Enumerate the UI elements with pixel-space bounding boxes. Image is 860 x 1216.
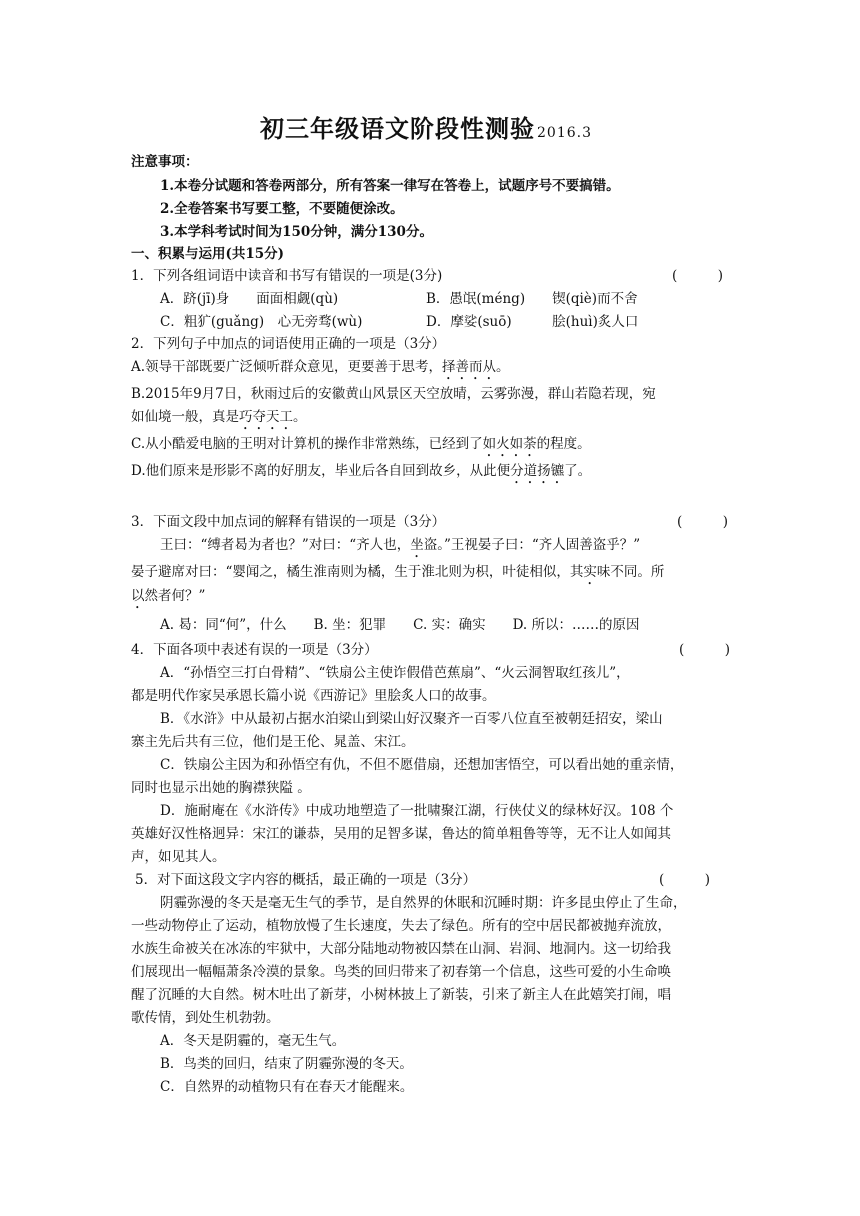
question-2-option-b-line-2 bbox=[131, 407, 307, 433]
question-5-passage-line-6: 歌传情，到处生机勃勃。 bbox=[131, 1010, 280, 1026]
question-4-answer-paren: ( ) bbox=[679, 642, 731, 658]
question-4-stem: 4．下面各项中表述有误的一项是（3分） bbox=[131, 642, 378, 658]
notice-item-1: 1.本卷分试题和答卷两部分，所有答案一律写在答卷上，试题序号不要搞错。 bbox=[160, 178, 620, 194]
question-4-option-c-line-1: C．铁扇公主因为和孙悟空有仇，不但不愿借扇，还想加害悟空，可以看出她的重亲情， bbox=[160, 757, 684, 773]
question-4-option-d-line-1: D．施耐庵在《水浒传》中成功地塑造了一批啸聚江湖，行侠仗义的绿林好汉。108 个 bbox=[160, 803, 674, 819]
question-5-stem: 5．对下面这段文字内容的概括，最正确的一项是（3分） bbox=[135, 872, 477, 888]
option-text: 如仙境一般，真是 bbox=[131, 409, 239, 425]
page-title bbox=[260, 114, 592, 148]
question-4-option-b-line-1: B．《水浒》中从最初占据水泊梁山到梁山好汉聚齐一百零八位直至被朝廷招安，梁山 bbox=[160, 711, 663, 727]
notice-item-2: 2.全卷答案书写要工整，不要随便涂改。 bbox=[160, 201, 404, 217]
question-5-option-b: B．鸟类的回归，结束了阴霾弥漫的冬天。 bbox=[160, 1056, 413, 1072]
question-2-option-c bbox=[131, 434, 591, 460]
dotted-word: 坐 bbox=[410, 537, 424, 553]
notice-heading: 注意事项： bbox=[131, 154, 199, 170]
question-1-option-a: A．跻(jī)身 面面相觑(qù) bbox=[160, 291, 339, 307]
passage-text: 晏子避席对曰：“婴闻之，橘生淮南则为橘，生于淮北则为枳，叶徒相似，其 bbox=[131, 564, 584, 580]
option-text: A.领导干部既要广泛倾听群众意见，更要善于思考， bbox=[131, 359, 443, 375]
dotted-word: 实 bbox=[583, 564, 597, 580]
question-3-passage-line-2 bbox=[131, 562, 664, 588]
question-3-passage-line-1 bbox=[160, 535, 640, 561]
passage-text: 味不同。所 bbox=[596, 564, 665, 580]
question-4-option-a-line-1: A．“孙悟空三打白骨精”、“铁扇公主使诈假借芭蕉扇”、“火云洞智取红孩儿”， bbox=[160, 665, 630, 681]
question-2-option-a bbox=[131, 357, 510, 383]
question-1-option-c: C．粗犷(guǎng) 心无旁骛(wù) bbox=[160, 314, 363, 330]
question-1-stem: 1．下列各组词语中读音和书写有错误的一项是(3分) bbox=[131, 268, 443, 284]
question-5-answer-paren: ( ) bbox=[659, 872, 711, 888]
dotted-word: 分道扬镳 bbox=[510, 463, 565, 479]
question-4-option-a-line-2: 都是明代作家吴承恩长篇小说《西游记》里脍炙人口的故事。 bbox=[131, 688, 496, 704]
question-5-passage-line-5: 醒了沉睡的大自然。树木吐出了新芽，小树林披上了新装，引来了新主人在此嬉笑打闹，唱 bbox=[131, 987, 671, 1003]
question-3-answer-paren: ( ) bbox=[677, 514, 729, 530]
section-heading: 一、积累与运用(共15分) bbox=[131, 246, 285, 262]
question-5-option-c: C．自然界的动植物只有在春天才能醒来。 bbox=[160, 1079, 414, 1095]
question-5-passage-line-2: 一些动物停止了运动，植物放慢了生长速度，失去了绿色。所有的空中居民都被抛弃流放， bbox=[131, 918, 671, 934]
question-1-option-d: D．摩娑(suō) 脍(huì)炙人口 bbox=[426, 314, 639, 330]
question-4-option-d-line-2: 英雄好汉性格迥异：宋江的谦恭，吴用的足智多谋，鲁达的简单粗鲁等等，无不让人如闻其 bbox=[131, 826, 671, 842]
title-date: 2016.3 bbox=[537, 125, 592, 141]
option-text: C.从小酷爱电脑的王明对计算机的操作非常熟练，已经到了 bbox=[131, 436, 483, 452]
question-2-stem: 2．下列句子中加点的词语使用正确的一项是（3分） bbox=[131, 336, 446, 352]
option-text: D.他们原来是形影不离的好朋友，毕业后各自回到故乡，从此便 bbox=[131, 463, 511, 479]
question-5-option-a: A．冬天是阴霾的，毫无生气。 bbox=[160, 1033, 346, 1049]
dotted-word: 巧夺天工 bbox=[239, 409, 293, 425]
option-text: 的程度。 bbox=[536, 436, 591, 452]
dotted-word: 择善而从 bbox=[442, 359, 497, 375]
option-text: 。 bbox=[293, 409, 307, 425]
passage-text: 王曰：“缚者曷为者也？”对曰：“齐人也， bbox=[160, 537, 411, 553]
question-3-options: A. 曷：同“何”，什么 B. 坐：犯罪 C. 实：确实 D. 所以：……的原因 bbox=[160, 617, 640, 633]
question-4-option-c-line-2: 同时也显示出她的胸襟狭隘 。 bbox=[131, 780, 311, 796]
question-4-option-b-line-2: 寨主先后共有三位，他们是王伦、晁盖、宋江。 bbox=[131, 734, 415, 750]
question-1-option-b: B．愚氓(méng) 锲(qiè)而不舍 bbox=[426, 291, 638, 307]
question-3-stem: 3．下面文段中加点词的解释有错误的一项是（3分） bbox=[131, 514, 446, 530]
title-text: 初三年级语文阶段性测验 bbox=[260, 114, 535, 143]
question-5-passage-line-4: 们展现出一幅幅萧条冷漠的景象。鸟类的回归带来了初春第一个信息，这些可爱的小生命唤 bbox=[131, 964, 671, 980]
dotted-word: 以 bbox=[131, 588, 145, 604]
passage-text: 盗。”王视晏子曰：“齐人固善盗乎？” bbox=[423, 537, 641, 553]
notice-item-3: 3.本学科考试时间为150分钟，满分130分。 bbox=[160, 224, 433, 240]
question-2-option-b-line-1: B.2015年9月7日，秋雨过后的安徽黄山风景区天空放晴，云雾弥漫，群山若隐若现，宛 bbox=[131, 386, 656, 402]
option-text: 了。 bbox=[564, 463, 592, 479]
question-3-passage-line-3 bbox=[131, 586, 205, 612]
dotted-word: 如火如荼 bbox=[482, 436, 537, 452]
question-1-answer-paren: ( ) bbox=[672, 268, 724, 284]
question-5-passage-line-1: 阴霾弥漫的冬天是毫无生气的季节，是自然界的休眠和沉睡时期：许多昆虫停止了生命， bbox=[160, 895, 687, 911]
question-2-option-d bbox=[131, 461, 591, 487]
passage-text: 然者何？” bbox=[144, 588, 206, 604]
question-5-passage-line-3: 水族生命被关在冰冻的牢狱中，大部分陆地动物被囚禁在山洞、岩洞、地洞内。这一切给我 bbox=[131, 941, 671, 957]
option-text: 。 bbox=[496, 359, 510, 375]
question-4-option-d-line-3: 声，如见其人。 bbox=[131, 849, 226, 865]
